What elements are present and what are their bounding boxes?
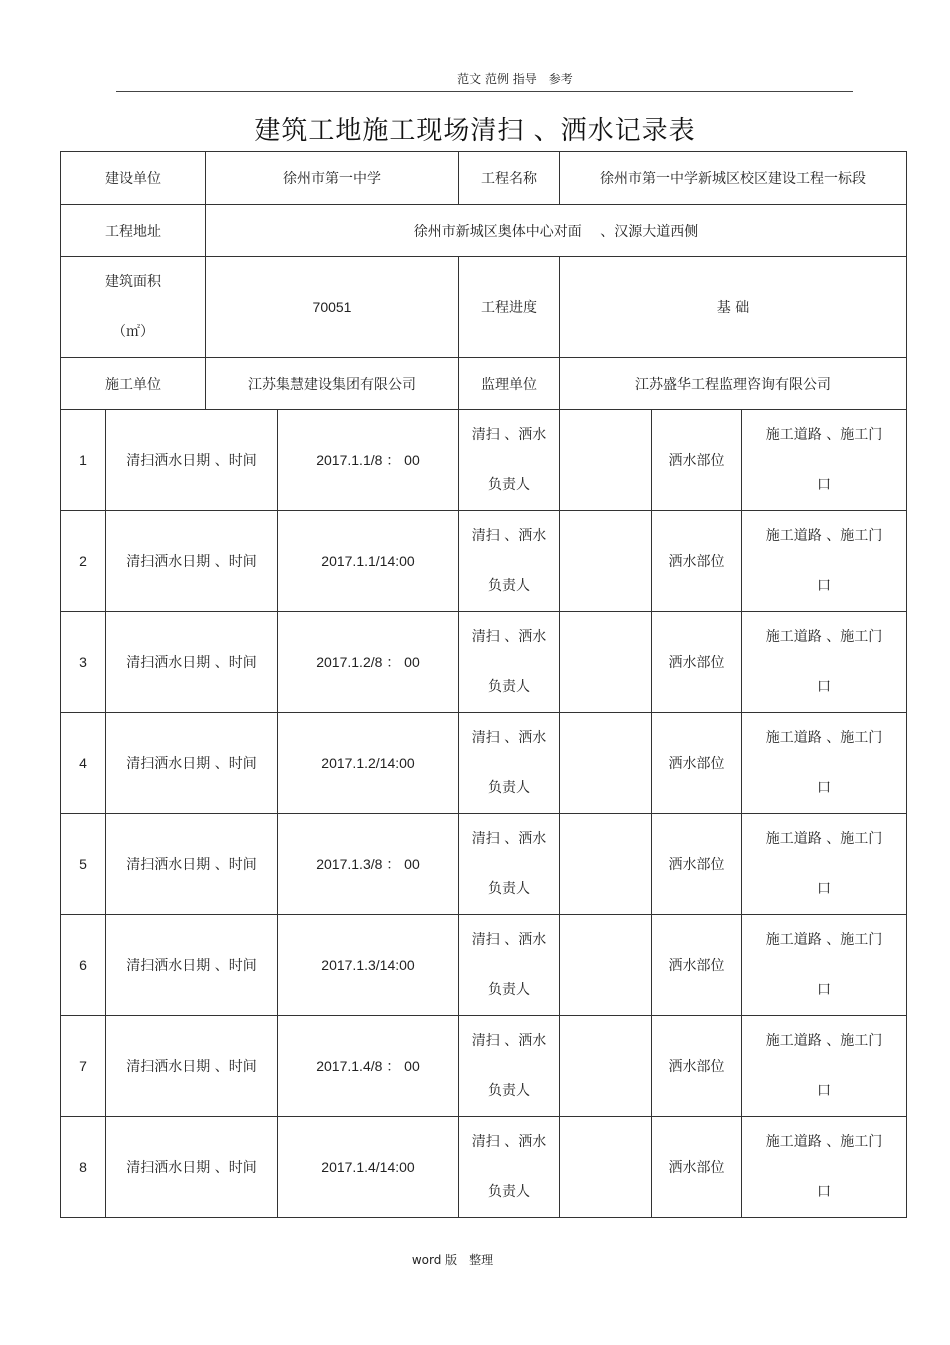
record-location-label: 洒水部位: [652, 410, 742, 511]
location-value-line2: 口: [817, 982, 832, 998]
record-date-label: 清扫洒水日期 、时间: [106, 1016, 278, 1117]
record-location-value: [742, 915, 907, 1016]
address-value: 徐州市新城区奥体中心对面 、汉源大道西侧: [206, 205, 907, 257]
record-number: 2: [61, 511, 106, 612]
record-location-value: [742, 511, 907, 612]
location-value-line1: 施工道路 、施工门: [765, 932, 883, 948]
builder-value: 江苏集慧建设集团有限公司: [206, 358, 459, 410]
responsible-label-line2: 负责人: [488, 1083, 530, 1099]
record-location-label: 洒水部位: [652, 915, 742, 1016]
table-row: [61, 713, 907, 814]
responsible-label-line2: 负责人: [488, 881, 530, 897]
record-date-label: 清扫洒水日期 、时间: [106, 612, 278, 713]
progress-value: 基 础: [560, 257, 907, 358]
location-value-line2: 口: [817, 1083, 832, 1099]
record-responsible-label: [459, 410, 560, 511]
responsible-label-line2: 负责人: [488, 982, 530, 998]
record-number: 8: [61, 1117, 106, 1218]
record-datetime: 2017.1.1/14:00: [278, 511, 459, 612]
table-row: [61, 1016, 907, 1117]
table-row: [61, 612, 907, 713]
responsible-label-line2: 负责人: [488, 780, 530, 796]
responsible-label-line2: 负责人: [488, 578, 530, 594]
info-row-builder: [61, 358, 907, 410]
record-responsible-value: [560, 713, 652, 814]
record-location-value: [742, 713, 907, 814]
record-responsible-value: [560, 1117, 652, 1218]
responsible-label-line2: 负责人: [488, 477, 530, 493]
record-responsible-label: [459, 511, 560, 612]
location-value-line1: 施工道路 、施工门: [765, 1033, 883, 1049]
table-row: [61, 915, 907, 1016]
location-value-line1: 施工道路 、施工门: [765, 528, 883, 544]
record-responsible-label: [459, 1117, 560, 1218]
record-location-label: 洒水部位: [652, 1117, 742, 1218]
record-datetime: 2017.1.4/8 ： 00: [278, 1016, 459, 1117]
responsible-label-line2: 负责人: [488, 679, 530, 695]
area-label-line1: 建筑面积: [105, 274, 161, 290]
record-number: 1: [61, 410, 106, 511]
record-date-label: 清扫洒水日期 、时间: [106, 410, 278, 511]
responsible-label-line1: 清扫 、洒水: [471, 528, 547, 544]
location-value-line1: 施工道路 、施工门: [765, 1134, 883, 1150]
location-value-line1: 施工道路 、施工门: [765, 831, 883, 847]
record-number: 5: [61, 814, 106, 915]
record-location-value: [742, 1016, 907, 1117]
area-label-line2: （㎡）: [112, 324, 154, 340]
record-location-value: [742, 410, 907, 511]
record-location-label: 洒水部位: [652, 511, 742, 612]
address-label: 工程地址: [61, 205, 206, 257]
record-responsible-value: [560, 511, 652, 612]
record-datetime: 2017.1.2/8 ： 00: [278, 612, 459, 713]
record-datetime: 2017.1.1/8 ： 00: [278, 410, 459, 511]
responsible-label-line1: 清扫 、洒水: [471, 831, 547, 847]
location-value-line2: 口: [817, 1184, 832, 1200]
location-value-line1: 施工道路 、施工门: [765, 427, 883, 443]
record-date-label: 清扫洒水日期 、时间: [106, 1117, 278, 1218]
page-footer-text: word 版 整理: [411, 1253, 494, 1267]
record-number: 4: [61, 713, 106, 814]
record-date-label: 清扫洒水日期 、时间: [106, 511, 278, 612]
page-header-rule: [116, 91, 853, 92]
responsible-label-line1: 清扫 、洒水: [471, 629, 547, 645]
area-label: [61, 257, 206, 358]
record-responsible-value: [560, 410, 652, 511]
location-value-line2: 口: [817, 780, 832, 796]
record-datetime: 2017.1.2/14:00: [278, 713, 459, 814]
record-datetime: 2017.1.4/14:00: [278, 1117, 459, 1218]
record-responsible-label: [459, 1016, 560, 1117]
record-number: 7: [61, 1016, 106, 1117]
project-value: 徐州市第一中学新城区校区建设工程一标段: [560, 152, 907, 205]
responsible-label-line1: 清扫 、洒水: [471, 932, 547, 948]
record-location-value: [742, 1117, 907, 1218]
info-row-unit: [61, 152, 907, 205]
record-date-label: 清扫洒水日期 、时间: [106, 713, 278, 814]
record-location-value: [742, 612, 907, 713]
unit-value: 徐州市第一中学: [206, 152, 459, 205]
supervisor-label: 监理单位: [459, 358, 560, 410]
record-responsible-label: [459, 612, 560, 713]
record-location-label: 洒水部位: [652, 1016, 742, 1117]
record-responsible-value: [560, 1016, 652, 1117]
unit-label: 建设单位: [61, 152, 206, 205]
project-label: 工程名称: [459, 152, 560, 205]
builder-label: 施工单位: [61, 358, 206, 410]
record-responsible-label: [459, 915, 560, 1016]
location-value-line1: 施工道路 、施工门: [765, 629, 883, 645]
record-table: [60, 151, 907, 1218]
page-title: 建筑工地施工现场清扫 、洒水记录表: [254, 116, 696, 146]
record-location-value: [742, 814, 907, 915]
location-value-line2: 口: [817, 578, 832, 594]
location-value-line2: 口: [817, 881, 832, 897]
supervisor-value: 江苏盛华工程监理咨询有限公司: [560, 358, 907, 410]
record-number: 3: [61, 612, 106, 713]
table-row: [61, 814, 907, 915]
page-header-text: 范文 范例 指导 参考: [457, 72, 573, 86]
location-value-line2: 口: [817, 477, 832, 493]
responsible-label-line1: 清扫 、洒水: [471, 1033, 547, 1049]
progress-label: 工程进度: [459, 257, 560, 358]
record-responsible-value: [560, 915, 652, 1016]
location-value-line2: 口: [817, 679, 832, 695]
responsible-label-line2: 负责人: [488, 1184, 530, 1200]
record-datetime: 2017.1.3/8 ： 00: [278, 814, 459, 915]
info-row-address: [61, 205, 907, 257]
record-number: 6: [61, 915, 106, 1016]
record-responsible-label: [459, 713, 560, 814]
record-date-label: 清扫洒水日期 、时间: [106, 814, 278, 915]
responsible-label-line1: 清扫 、洒水: [471, 730, 547, 746]
record-responsible-value: [560, 814, 652, 915]
record-location-label: 洒水部位: [652, 612, 742, 713]
record-date-label: 清扫洒水日期 、时间: [106, 915, 278, 1016]
record-location-label: 洒水部位: [652, 713, 742, 814]
location-value-line1: 施工道路 、施工门: [765, 730, 883, 746]
info-row-area: [61, 257, 907, 358]
responsible-label-line1: 清扫 、洒水: [471, 427, 547, 443]
area-value: 70051: [206, 257, 459, 358]
record-location-label: 洒水部位: [652, 814, 742, 915]
record-responsible-label: [459, 814, 560, 915]
record-table-body: [61, 152, 907, 1218]
table-row: [61, 410, 907, 511]
record-datetime: 2017.1.3/14:00: [278, 915, 459, 1016]
record-responsible-value: [560, 612, 652, 713]
table-row: [61, 511, 907, 612]
table-row: [61, 1117, 907, 1218]
responsible-label-line1: 清扫 、洒水: [471, 1134, 547, 1150]
